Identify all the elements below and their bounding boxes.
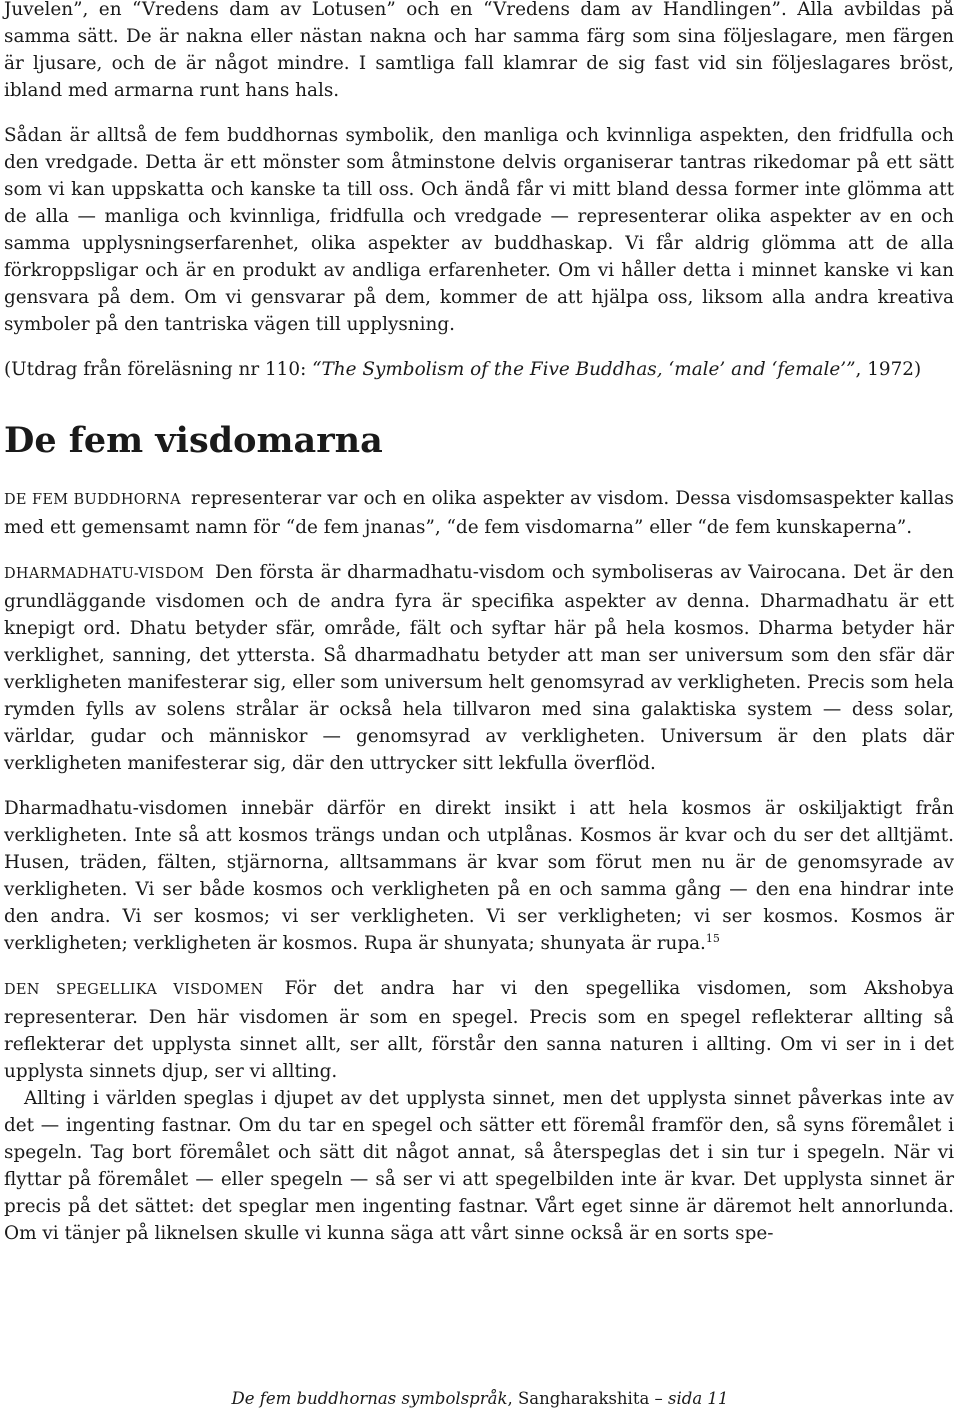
paragraph-fem-buddhorna [4,485,954,541]
page-footer [0,1388,960,1410]
text-fem-buddhorna: representerar var och en olika aspekter av visdom. Dessa visdomsaspekter kallas med ett gemensamt namn för “de fem jnanas”, “de fem visdomarna” eller “de fem kunskaperna”. [4,488,954,538]
paragraph-dharmadhatu [4,559,954,777]
footer-book-title: De fem buddhornas symbolspråk [231,1389,508,1408]
footer-page-number: sida 11 [668,1389,729,1408]
text-spegellika: För det andra har vi den spegellika visdomen, som Akshobya representerar. Den här visdomen är som en spegel. Precis som en spegel reflekterar allting så reflekterar det upplysta sinnet allt, ser allt, förstår den sanna naturen i allting. Om vi ser in i det upplysta sinnets djup, ser vi allting. [4,978,954,1082]
section-heading: De fem visdomarna [4,420,383,461]
citation-suffix: , 1972) [855,359,922,380]
citation [4,356,954,383]
paragraph-juvelen: Juvelen”, en “Vredens dam av Lotusen” och en “Vredens dam av Handlingen”. Alla avbildas på samma sätt. De är nakna eller nästan nakna och har samma färg som sina följeslagare, men färgen är ljusare, och de är något mindre. I samtliga fall klamrar de sig fast vid sin följeslagares bröst, ibland med armarna runt hans hals. [4,0,954,101]
paragraph-dharmadhatu-insikt [4,795,954,957]
paragraph-allting: Allting i världen speglas i djupet av det upplysta sinnet, men det upplysta sinnet påverkas inte av det — ingenting fastnar. Om du tar en spegel och sätter ett föremål framför den, så syns föremålet i spegeln. Tag bort föremålet och sätt dit något annat, så återspeglas det i sin tur i spegeln. När vi flyttar på föremålet — eller spegeln — så ser vi att spegelbilden inte är kvar. Det upplysta sinnet är precis på det sättet: det speglar men ingenting fastnar. Vårt eget sinne är däremot helt annorlunda. Om vi tänjer på liknelsen skulle vi kunna säga att vårt sinne också är en sorts spe- [4,1088,954,1244]
footnote-ref[interactable]: 15 [705,931,720,945]
citation-title: “The Symbolism of the Five Buddhas, ‘male’ and ‘female’” [312,359,856,380]
text-dharmadhatu-insikt: Dharmadhatu-visdomen innebär därför en direkt insikt i att hela kosmos är oskiljaktigt från verkligheten. Inte så att kosmos trängs undan och utplånas. Kosmos är kvar och du ser det alltjämt. Husen, träden, fälten, stjärnorna, alltsammans är kvar som förut men nu är de genomsyrade av verkligheten. Vi ser både kosmos och verkligheten på en och samma gång — den ena hindrar inte den andra. Vi ser kosmos; vi ser verkligheten. Vi ser verkligheten; vi ser kosmos. Kosmos är verkligheten; verkligheten är kosmos. Rupa är shunyata; shunyata är rupa. [4,798,954,954]
paragraph-symbolik: Sådan är alltså de fem buddhornas symbolik, den manliga och kvinnliga aspekten, den fridfulla och den vredgade. Detta är ett mönster som åtminstone delvis organiserar tantras rikedomar på ett sätt som vi kan uppskatta och kanske ta till oss. Och ändå får vi mitt bland dessa former inte glömma att de alla — manliga och kvinnliga, fridfulla och vredgade — representerar olika aspekter av en och samma upplysningserfarenhet, olika aspekter av buddhaskap. Vi får aldrig glömma att de alla förkroppsligar och är en produkt av andliga erfarenheter. Om vi håller detta i minnet kanske vi kan gensvara på dem. Om vi gensvarar på dem, kommer de att hjälpa oss, liksom alla andra kreativa symboler på den tantriska vägen till upplysning. [4,125,954,335]
footer-author: , Sangharakshita – [507,1389,669,1408]
citation-prefix: (Utdrag från föreläsning nr 110: [4,359,313,380]
text-dharmadhatu: Den första är dharmadhatu-visdom och symboliseras av Vairocana. Det är den grundläggande visdomen och de andra fyra är specifika aspekter av denna. Dharmadhatu är ett knepigt ord. Dhatu betyder sfär, område, fält och syftar här på hela kosmos. Dharma betyder här verklighet, sanning, det yttersta. Så dharmadhatu betyder att man ser universum som den sfär där verkligheten manifesterar sig, eller som universum helt genomsyrad av verkligheten. Precis som hela rymden fylls av solens strålar är också hela tillvaron med sina galaktiska system — dess solar, världar, gudar och människor — genomsyrad av verkligheten. Universum är den plats där verkligheten manifesterar sig, där den uttrycker sitt lekfulla överflöd. [4,562,954,774]
paragraph-spegellika [4,975,954,1085]
lead-spegellika: DEN SPEGELLIKA VISDOMEN [4,982,264,998]
lead-dharmadhatu: DHARMADHATU-VISDOM [4,566,205,582]
lead-fem-buddhorna: DE FEM BUDDHORNA [4,492,181,508]
document-page [4,0,954,1247]
